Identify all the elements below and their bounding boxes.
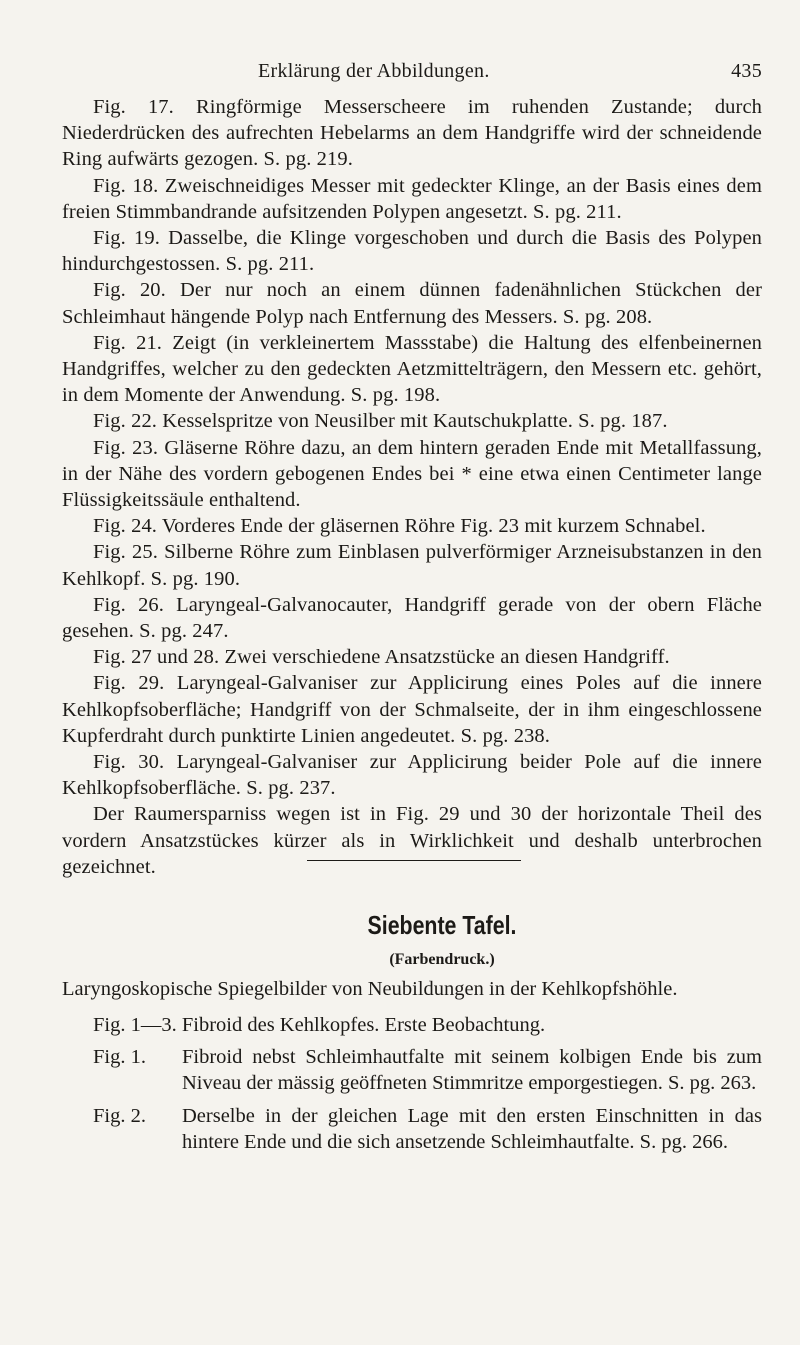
paragraph-fig-23: Fig. 23. Gläserne Röhre dazu, an dem hintern geraden Ende mit Metallfassung, in der Nähe des vordern gebogenen Endes bei * eine etwa einen Centimeter lange Flüssigkeitssäule enthaltend. [62, 436, 762, 512]
section-description: Laryngoskopische Spiegelbilder von Neubildungen in der Kehlkopfshöhle. [62, 978, 678, 1000]
entry-text: Fig. 1—3. Fibroid des Kehlkopfes. Erste Beobachtung. [93, 1014, 546, 1036]
page-number: 435 [731, 60, 762, 82]
paragraph-fig-24: Fig. 24. Vorderes Ende der gläsernen Röhre Fig. 23 mit kurzem Schnabel. [93, 515, 706, 538]
paragraph-fig-17: Fig. 17. Ringförmige Messerscheere im ruhenden Zustande; durch Niederdrücken des aufrechten Hebelarms an dem Handgriffe wird der schneidende Ring aufwärts gezogen. S. pg. 219. [62, 96, 762, 171]
paragraph-fig-26: Fig. 26. Laryngeal-Galvanocauter, Handgriff gerade von der obern Fläche gesehen. S. pg. 247. [62, 593, 762, 643]
paragraph-fig-30: Fig. 30. Laryngeal-Galvaniser zur Applicirung beider Pole auf die innere Kehlkopfsoberfläche. S. pg. 237. [62, 751, 762, 800]
paragraph-fig-18: Fig. 18. Zweischneidiges Messer mit gedeckter Klinge, an der Basis eines dem freien Stimmbandrande aufsitzenden Polypen angesetzt. S. pg. 211. [62, 174, 762, 223]
running-title: Erklärung der Abbildungen. [258, 60, 490, 82]
list-item [62, 1103, 762, 1155]
paragraph-fig-19: Fig. 19. Dasselbe, die Klinge vorgeschoben und durch die Basis des Polypen hindurchgestossen. S. pg. 211. [62, 227, 762, 276]
entry-label: Fig. 2. [93, 1104, 146, 1127]
figure-explanations [62, 94, 762, 880]
plate-entries [62, 1012, 762, 1161]
paragraph-fig-21: Fig. 21. Zeigt (in verkleinertem Massstabe) die Haltung des elfenbeinernen Handgriffes, welcher zu den gedeckten Aetzmittelträgern, den Messern etc. gehört, in dem Momente der Anwendung. S. pg. 198. [62, 331, 762, 407]
paragraph-note: Der Raumersparniss wegen ist in Fig. 29 und 30 der horizontale Theil des vordern Ansatzstückes kürzer als in Wirklichkeit und deshalb unterbrochen gezeichnet. [62, 803, 762, 878]
paragraph-fig-20: Fig. 20. Der nur noch an einem dünnen fadenähnlichen Stückchen der Schleimhaut hängende Polyp nach Entfernung des Messers. S. pg. 208. [62, 279, 762, 328]
list-item [62, 1044, 762, 1096]
paragraph-fig-22: Fig. 22. Kesselspritze von Neusilber mit Kautschukplatte. S. pg. 187. [93, 410, 668, 433]
entry-text: Derselbe in der gleichen Lage mit den ersten Einschnitten in das hintere Ende und die sich ansetzende Schleimhautfalte. S. pg. 266. [182, 1104, 762, 1153]
running-header [62, 60, 762, 88]
paragraph-fig-27-28: Fig. 27 und 28. Zwei verschiedene Ansatzstücke an diesen Handgriff. [93, 646, 670, 669]
paragraph-fig-25: Fig. 25. Silberne Röhre zum Einblasen pulverförmiger Arzneisubstanzen in den Kehlkopf. S. pg. 190. [62, 541, 762, 590]
section-subtitle: (Farbendruck.) [389, 951, 495, 968]
list-item [62, 1012, 762, 1038]
section-title: Siebente Tafel. [367, 910, 517, 940]
section-divider [307, 860, 521, 861]
entry-label: Fig. 1. [93, 1046, 146, 1069]
paragraph-fig-29: Fig. 29. Laryngeal-Galvaniser zur Applicirung eines Poles auf die innere Kehlkopfsoberfläche; Handgriff von der Schmalseite, der in ihm eingeschlossene Kupferdraht durch punktirte Linien angedeutet. S. pg. 238. [62, 672, 762, 747]
entry-text: Fibroid nebst Schleimhautfalte mit seinem kolbigen Ende bis zum Niveau der mässig geöffneten Stimmritze emporgestiegen. S. pg. 263. [182, 1046, 762, 1095]
